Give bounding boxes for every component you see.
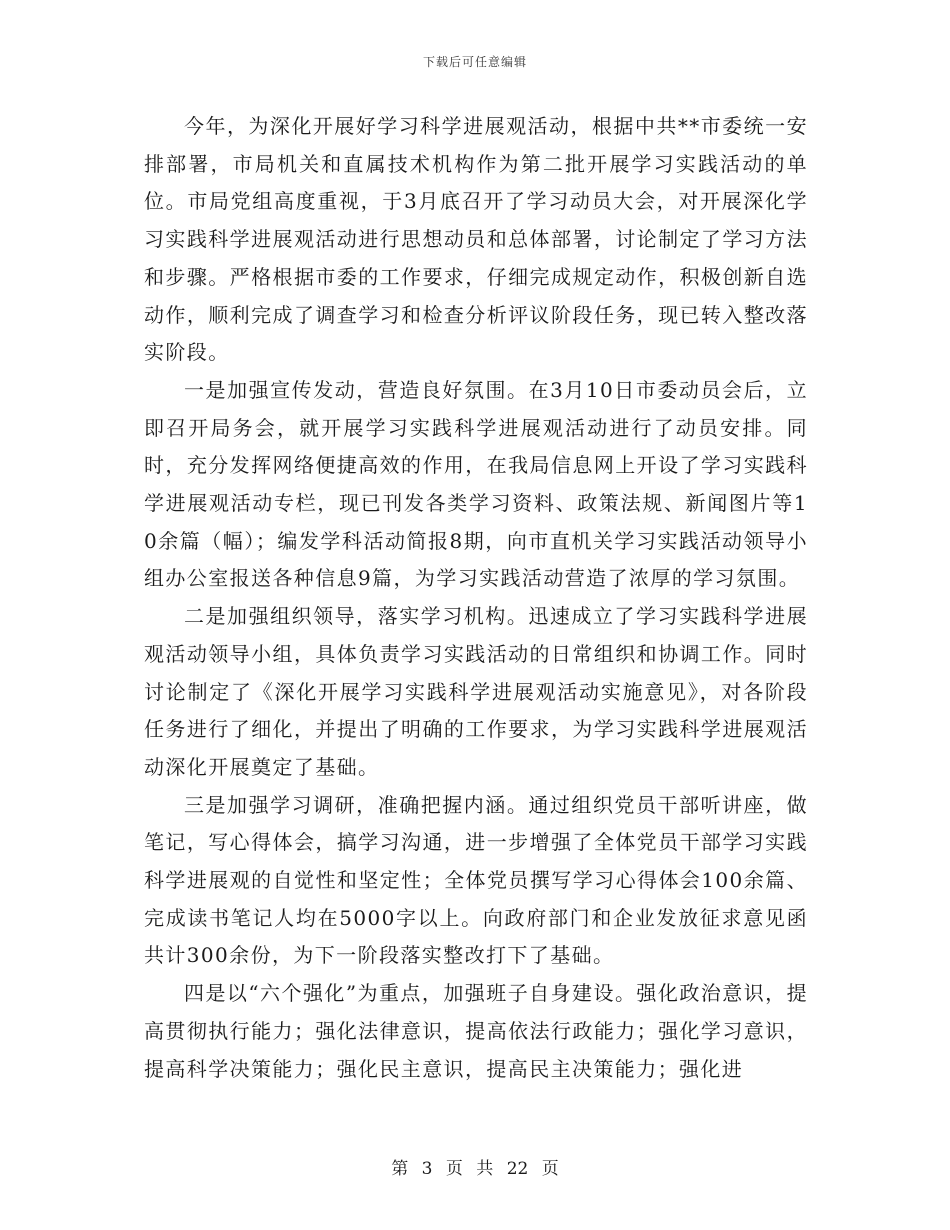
paragraph-point-4: 四是以“六个强化”为重点，加强班子自身建设。强化政治意识，提高贯彻执行能力；强化法律意识，提高依法行政能力；强化学习意识，提高科学决策能力；强化民主意识，提高民主决策能力；强化进 (144, 981, 808, 1081)
document-body (144, 108, 808, 1088)
page-number-footer: 第 3 页 共 22 页 (391, 1159, 559, 1179)
paragraph-point-3: 三是加强学习调研，准确把握内涵。通过组织党员干部听讲座，做笔记，写心得体会，搞学习沟通，进一步增强了全体党员干部学习实践科学进展观的自觉性和坚定性；全体党员撰写学习心得体会100余篇、完成读书笔记人均在5000字以上。向政府部门和企业发放征求意见函共计300余份，为下一阶段落实整改打下了基础。 (144, 792, 808, 968)
paragraph-intro: 今年，为深化开展好学习科学进展观活动，根据中共**市委统一安排部署，市局机关和直属技术机构作为第二批开展学习实践活动的单位。市局党组高度重视，于3月底召开了学习动员大会，对开展深化学习实践科学进展观活动进行思想动员和总体部署，讨论制定了学习方法和步骤。严格根据市委的工作要求，仔细完成规定动作，积极创新自选动作，顺利完成了调查学习和检查分析评议阶段任务，现已转入整改落实阶段。 (144, 114, 808, 365)
paragraph-point-2: 二是加强组织领导，落实学习机构。迅速成立了学习实践科学进展观活动领导小组，具体负责学习实践活动的日常组织和协调工作。同时讨论制定了《深化开展学习实践科学进展观活动实施意见》，对各阶段任务进行了细化，并提出了明确的工作要求，为学习实践科学进展观活动深化开展奠定了基础。 (144, 604, 808, 779)
page-header: 下载后可任意编辑 (422, 55, 527, 69)
paragraph-point-1: 一是加强宣传发动，营造良好氛围。在3月10日市委动员会后，立即召开局务会，就开展学习实践科学进展观活动进行了动员安排。同时，充分发挥网络便捷高效的作用，在我局信息网上开设了学习实践科学进展观活动专栏，现已刊发各类学习资料、政策法规、新闻图片等10余篇（幅）；编发学科活动简报8期，向市直机关学习实践活动领导小组办公室报送各种信息9篇，为学习实践活动营造了浓厚的学习氛围。 (144, 377, 808, 591)
